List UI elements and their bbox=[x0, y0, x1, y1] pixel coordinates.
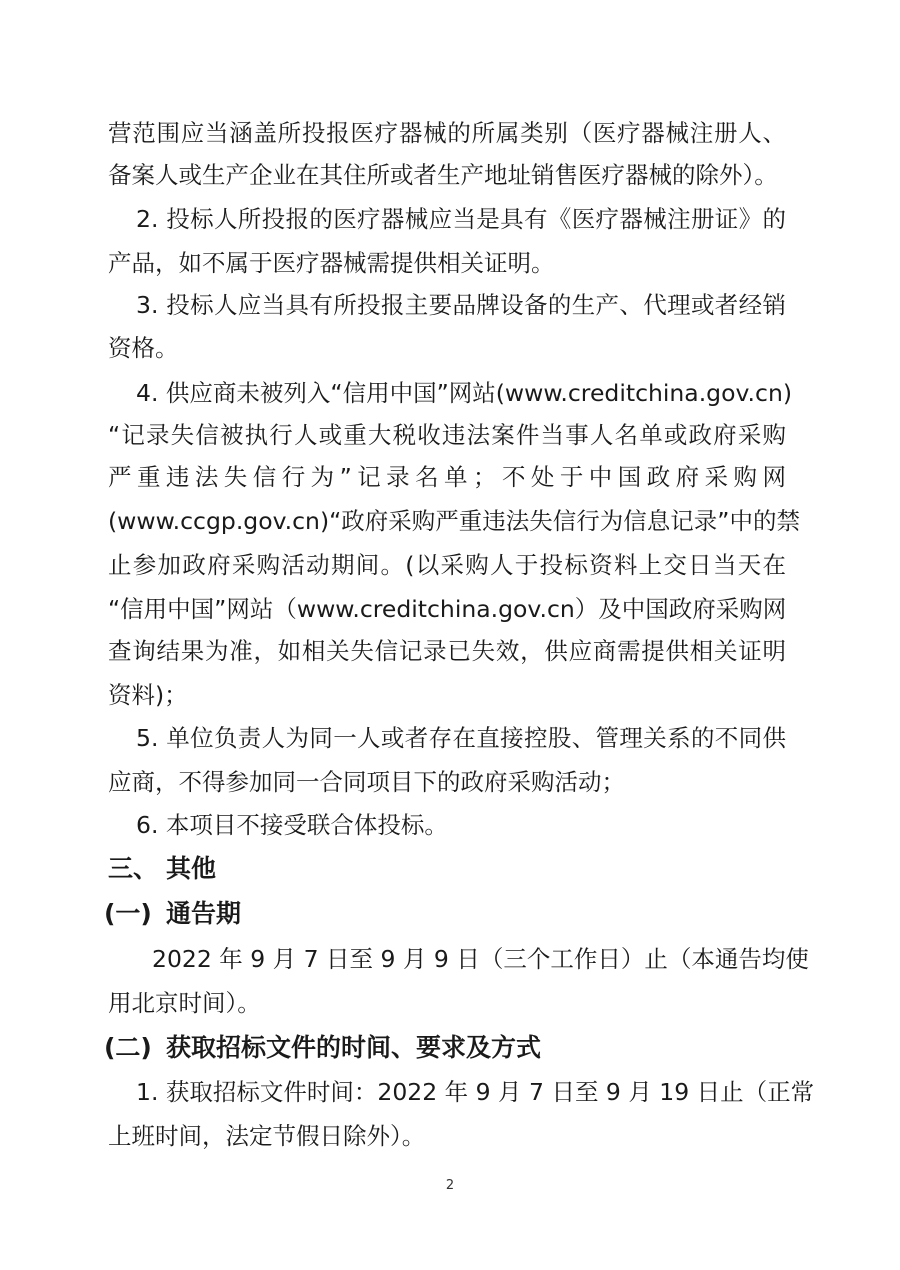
text-line: 营范围应当涵盖所投报医疗器械的所属类别（医疗器械注册人、 bbox=[108, 119, 786, 147]
section-title: 其他 bbox=[166, 854, 217, 883]
text-line: 6. 本项目不接受联合体投标。 bbox=[136, 811, 448, 839]
text-line: 止参加政府采购活动期间。(以采购人于投标资料上交日当天在 bbox=[108, 551, 786, 579]
text-line: 2022 年 9 月 7 日至 9 月 9 日（三个工作日）止（本通告均使 bbox=[152, 945, 809, 973]
text-line: 1. 获取招标文件时间：2022 年 9 月 7 日至 9 月 19 日止（正常 bbox=[136, 1078, 815, 1106]
text-line: 用北京时间）。 bbox=[108, 989, 261, 1017]
text-line: 应商，不得参加同一合同项目下的政府采购活动； bbox=[108, 768, 625, 796]
text-line: “记录失信被执行人或重大税收违法案件当事人名单或政府采购 bbox=[108, 421, 786, 449]
subsection-heading bbox=[104, 898, 242, 930]
subsection-title: 通告期 bbox=[166, 899, 242, 928]
text-line: 5. 单位负责人为同一人或者存在直接控股、管理关系的不同供 bbox=[136, 724, 786, 752]
page-number: 2 bbox=[445, 1178, 455, 1193]
subsection-number: (二) bbox=[104, 1033, 152, 1062]
text-line: 严重违法失信行为”记录名单；不处于中国政府采购网 bbox=[108, 463, 786, 491]
section-number: 三、 bbox=[108, 854, 159, 883]
text-line: 3. 投标人应当具有所投报主要品牌设备的生产、代理或者经销 bbox=[136, 291, 786, 319]
text-line: 上班时间，法定节假日除外）。 bbox=[108, 1122, 426, 1150]
text-line: “信用中国”网站（www.creditchina.gov.cn）及中国政府采购网 bbox=[108, 595, 787, 623]
text-line: 查询结果为准，如相关失信记录已失效，供应商需提供相关证明 bbox=[108, 637, 786, 665]
text-line: 2. 投标人所投报的医疗器械应当是具有《医疗器械注册证》的 bbox=[136, 205, 786, 233]
text-line: 资格。 bbox=[108, 334, 179, 362]
text-line: 产品，如不属于医疗器械需提供相关证明。 bbox=[108, 249, 555, 277]
subsection-heading bbox=[104, 1032, 542, 1064]
section-heading bbox=[108, 853, 217, 885]
text-line: (www.ccgp.gov.cn)“政府采购严重违法失信行为信息记录”中的禁 bbox=[108, 507, 800, 535]
text-line: 4. 供应商未被列入“信用中国”网站(www.creditchina.gov.cn) bbox=[136, 379, 793, 407]
subsection-number: (一) bbox=[104, 899, 152, 928]
subsection-title: 获取招标文件的时间、要求及方式 bbox=[166, 1033, 542, 1062]
text-line: 备案人或生产企业在其住所或者生产地址销售医疗器械的除外）。 bbox=[108, 161, 778, 189]
text-line: 资料)； bbox=[108, 681, 188, 709]
